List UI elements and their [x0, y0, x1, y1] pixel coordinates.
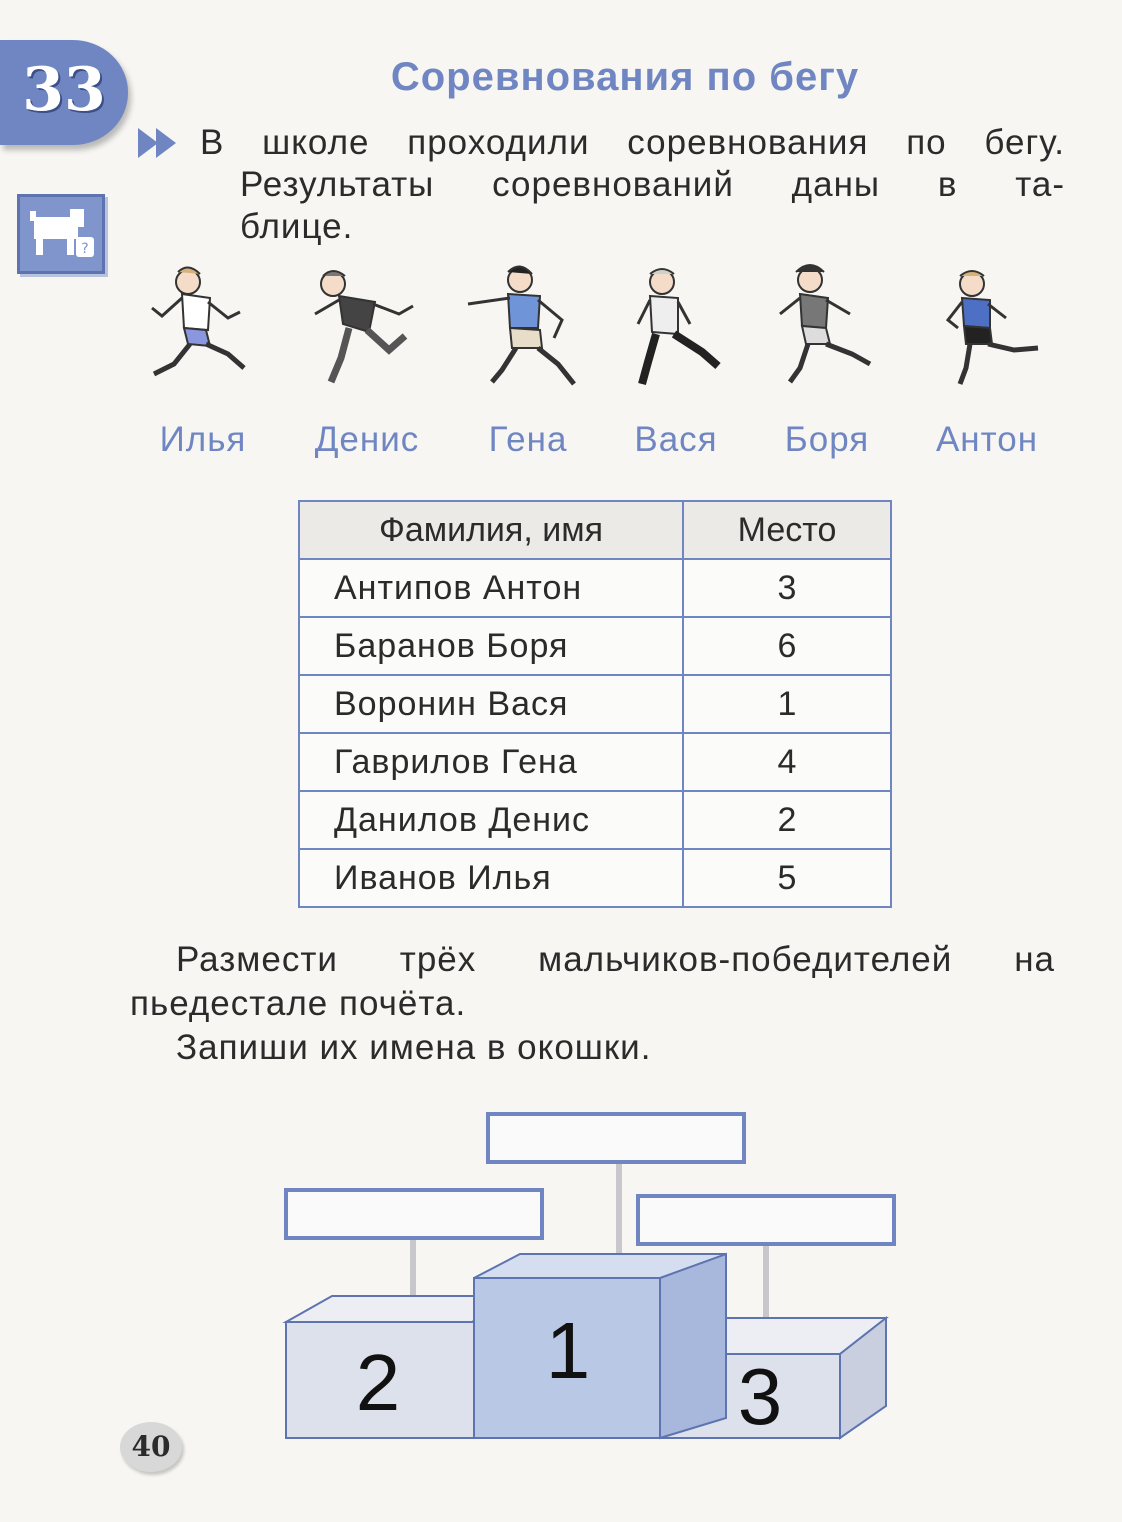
cell-name: Гаврилов Гена [299, 733, 683, 791]
third-place-name-box[interactable] [638, 1196, 894, 1244]
cell-name: Иванов Илья [299, 849, 683, 907]
cell-place: 3 [683, 559, 891, 617]
dog-icon [17, 194, 105, 274]
cell-name: Данилов Денис [299, 791, 683, 849]
cell-place: 6 [683, 617, 891, 675]
task-line-2: пьедестале почёта. [130, 984, 467, 1023]
intro-line-3: блице. [240, 207, 354, 246]
third-place-number: 3 [737, 1352, 783, 1441]
intro-text [200, 122, 1065, 248]
runner-illustration [140, 258, 270, 398]
first-place-number: 1 [545, 1306, 591, 1395]
column-header-place: Место [683, 501, 891, 559]
results-table [298, 500, 892, 908]
table-row [299, 849, 891, 907]
cell-place: 4 [683, 733, 891, 791]
second-place-name-box[interactable] [286, 1190, 542, 1238]
runner-name: Денис [314, 420, 420, 459]
task-line-1: Размести трёх мальчиков-победителей на [176, 940, 1055, 979]
runner-name: Вася [634, 420, 718, 459]
runner-name: Боря [784, 420, 870, 459]
cell-name: Баранов Боря [299, 617, 683, 675]
runner-illustration [305, 258, 435, 398]
podium [270, 1100, 910, 1450]
runner-illustration [770, 258, 900, 398]
cell-place: 1 [683, 675, 891, 733]
double-arrow-icon [138, 128, 186, 163]
connector-first [616, 1164, 622, 1259]
svg-text:?: ? [81, 241, 89, 257]
cell-place: 2 [683, 791, 891, 849]
first-place-side [660, 1254, 726, 1438]
table-row [299, 559, 891, 617]
page-number: 40 [120, 1422, 182, 1472]
cell-place: 5 [683, 849, 891, 907]
cell-name: Антипов Антон [299, 559, 683, 617]
table-row [299, 675, 891, 733]
intro-line-2: Результаты соревнований даны в та- [240, 165, 1065, 204]
table-header-row [299, 501, 891, 559]
task-line-3: Запиши их имена в окошки. [176, 1028, 652, 1067]
runner-illustration [462, 258, 592, 398]
table-row [299, 617, 891, 675]
task-text [130, 938, 1055, 1070]
runner-illustration [930, 258, 1060, 398]
page-title: Соревнования по бегу [390, 55, 860, 99]
table-row [299, 733, 891, 791]
runner-name: Антон [935, 420, 1039, 459]
cell-name: Воронин Вася [299, 675, 683, 733]
runner-name: Гена [488, 420, 568, 459]
second-place-number: 2 [355, 1338, 401, 1427]
runner-name: Илья [159, 420, 247, 459]
intro-line-1: В школе проходили соревнования по бегу. [200, 123, 1065, 162]
table-row [299, 791, 891, 849]
first-place-name-box[interactable] [488, 1114, 744, 1162]
column-header-name: Фамилия, имя [299, 501, 683, 559]
runner-illustration [620, 258, 750, 398]
lesson-number: 33 [22, 55, 106, 125]
